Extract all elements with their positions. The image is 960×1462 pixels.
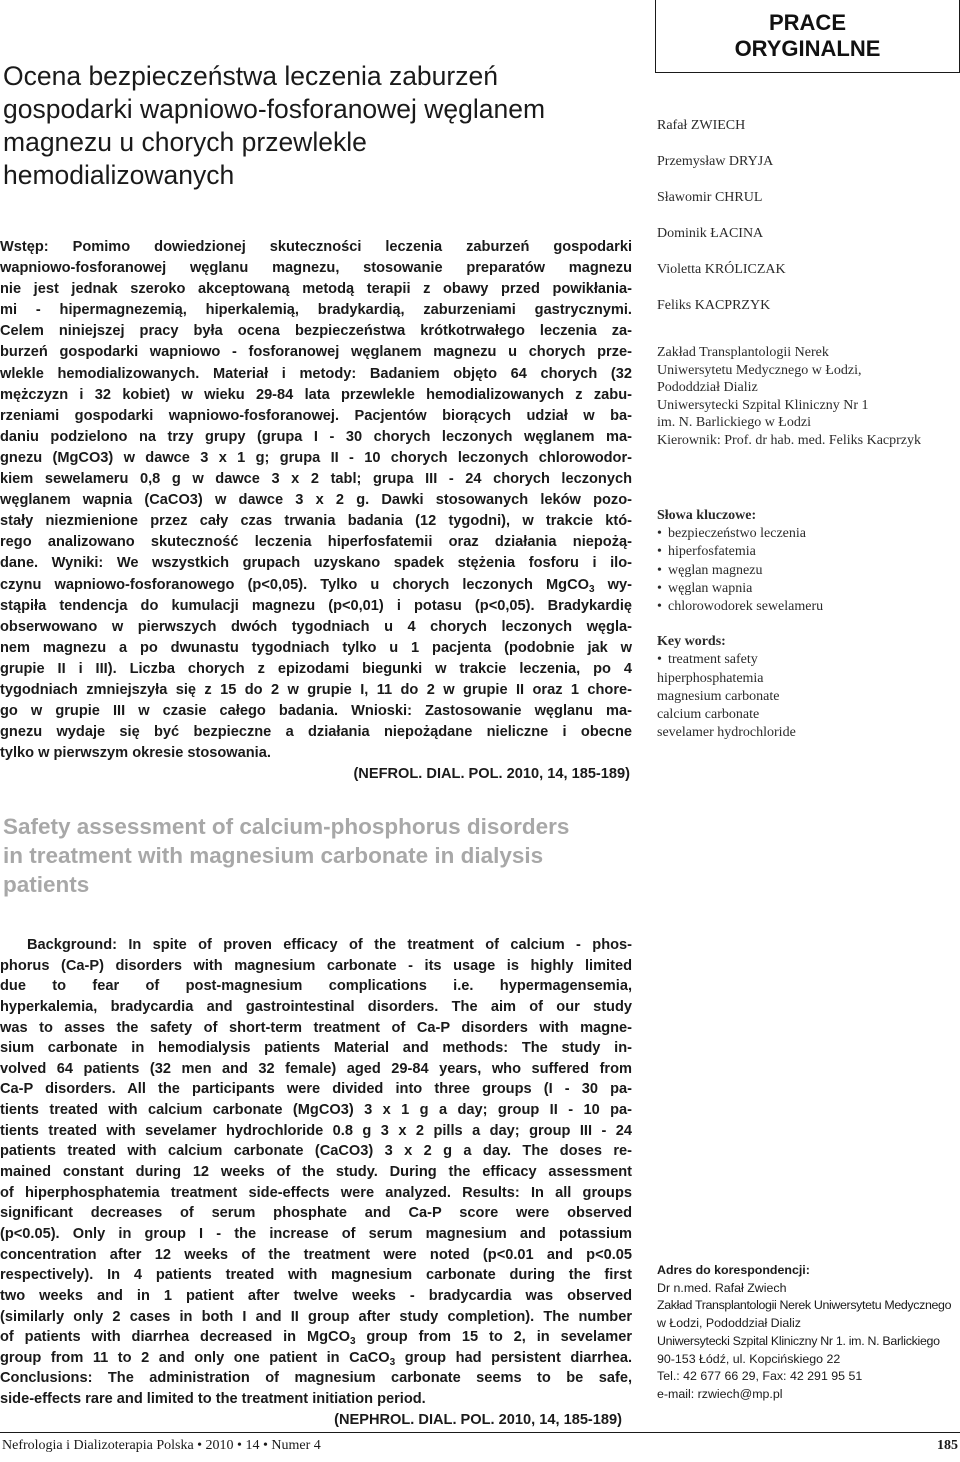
title-line: Ocena bezpieczeństwa leczenia zaburzeń	[3, 61, 498, 91]
abstract-line: Celem niniejszej pracy była ocena bezpieczeństwa krótkotrwałego leczenia za-	[0, 323, 632, 340]
abstract-text: group from 15 to 2, in sevelamer	[355, 1329, 632, 1346]
keywords-pl-heading: Słowa kluczowe:	[657, 508, 757, 523]
abstract-line: daniu podzielono na trzy grupy (grupa I - 30 chorych leczonych węglanem ma-	[0, 428, 632, 445]
keyword-item: • węglan magnezu	[657, 562, 957, 580]
subscript: 3	[349, 1336, 356, 1348]
title-line: magnezu u chorych przewlekle	[3, 127, 367, 157]
abstract-line: sium carbonate in hemodialysis patients Material and methods: The study in-	[0, 1040, 632, 1057]
abstract-text: group from 11 to 2 and only one patient in CaCO	[0, 1349, 390, 1366]
spacer	[657, 616, 957, 633]
keyword-item: • węglan wapnia	[657, 580, 957, 598]
article-title-pl	[3, 60, 643, 192]
article-title-en	[3, 812, 643, 899]
abstract-line: tygodniach zmniejszyła się z 15 do 2 w grupie I, 11 do 2 w grupie II oraz 1 chore-	[0, 681, 632, 698]
abstract-text: wy-	[594, 576, 632, 593]
keyword-item: • hiperfosfatemia	[657, 543, 957, 561]
abstract-line: significant decreases of serum phosphate and Ca-P score were observed	[0, 1205, 632, 1222]
abstract-line: concentration after 12 weeks of the treatment were noted (p<0.01 and p<0.05	[0, 1246, 632, 1263]
title-line: hemodializowanych	[3, 160, 235, 190]
affiliation-line: Uniwersytetu Medycznego w Łodzi,	[657, 362, 862, 378]
section-label-line: ORYGINALNE	[734, 36, 881, 61]
abstract-line: rzeniami gospodarki wapniowo-fosforanowej. Pacjentów biorących udział w ba-	[0, 407, 632, 424]
abstract-line: respectively). In 4 patients treated with magnesium carbonate during the first	[0, 1267, 632, 1284]
abstract-text: czynu wapniowo-fosforanowego (p<0,05). Tylko u chorych leczonych MgCO	[0, 576, 589, 593]
abstract-line: rego analizowano skuteczność leczenia hiperfosfatemii oraz działania niepożą-	[0, 534, 632, 551]
abstract-line: (similarly only 2 cases in both I and II group after study completion). The number	[0, 1308, 632, 1325]
author-name: Rafał ZWIECH	[657, 118, 746, 133]
keyword-item: • bezpieczeństwo leczenia	[657, 525, 957, 543]
abstract-en	[0, 935, 632, 1430]
title-line: in treatment with magnesium carbonate in dialysis	[3, 843, 544, 868]
title-line: gospodarki wapniowo-fosforanowej węglanem	[3, 94, 546, 124]
keywords-en-heading: Key words:	[657, 634, 726, 650]
abstract-line: stąpiła tendencja do kumulacji magnezu (p<0,01) i potasu (p<0,05). Bradykardię	[0, 597, 632, 614]
abstract-line: tients treated with sevelamer hydrochloride 0.8 g 3 x 2 pills a day; group III - 24	[0, 1122, 632, 1139]
abstract-line: tients treated with calcium carbonate (MgCO3) 3 x 1 g a day; group II - 10 pa-	[0, 1102, 632, 1119]
correspondence-line: Zakład Transplantologii Nerek Uniwersytetu Medycznego	[657, 1298, 952, 1313]
author-list	[657, 108, 957, 324]
abstract-line: stały niezmienione przez cały czas trwania badania (12 tygodni), w trakcie któ-	[0, 513, 632, 530]
author-name: Feliks KACPRZYK	[657, 298, 771, 313]
abstract-line: go w grupie III w czasie całego badania. Wnioski: Zastosowanie węglanu ma-	[0, 703, 632, 720]
correspondence-line: Tel.: 42 677 66 29, Fax: 42 291 95 51	[657, 1369, 863, 1384]
keyword-item: sevelamer hydrochloride	[657, 725, 796, 741]
abstract-line: Conclusions: The administration of magnesium carbonate seems to be safe,	[0, 1370, 632, 1387]
keyword-item: calcium carbonate	[657, 707, 760, 723]
abstract-line: due to fear of post-magnesium complications i.e. hypermagensemia,	[0, 978, 632, 995]
abstract-line: side-effects rare and limited to the treatment initiation period.	[0, 1391, 426, 1408]
section-label-line: PRACE	[768, 10, 846, 35]
abstract-line: phorus (Ca-P) disorders with magnesium carbonate - its usage is highly limited	[0, 957, 632, 974]
abstract-line: tylko w pierwszym okresie stosowania.	[0, 745, 271, 762]
page-number: 185	[937, 1438, 958, 1453]
abstract-line	[0, 575, 632, 596]
affiliation-line: Uniwersytecki Szpital Kliniczny Nr 1	[657, 397, 869, 413]
abstract-line: patients treated with calcium carbonate (CaCO3) 3 x 2 g a day. The doses re-	[0, 1143, 632, 1160]
abstract-line: dane. Wyniki: We wszystkich grupach uzyskano spadek stężenia fosforu i ilo-	[0, 555, 632, 572]
abstract-line	[0, 1327, 632, 1348]
keyword-item: hiperphosphatemia	[657, 670, 764, 686]
correspondence-line: Dr n.med. Rafał Zwiech	[657, 1280, 787, 1295]
abstract-text: of patients with diarrhea decreased in MgCO	[0, 1329, 350, 1346]
abstract-line: nem magnezu a po dwunastu tygodniach tylko u 1 pacjenta (podobnie jak w	[0, 639, 632, 656]
citation-pl: (NEFROL. DIAL. POL. 2010, 14, 185-189)	[353, 766, 630, 783]
citation-en: (NEPHROL. DIAL. POL. 2010, 14, 185-189)	[334, 1411, 622, 1428]
keywords-block	[657, 507, 957, 742]
abstract-line: mężczyzn i 32 kobiet) w wieku 29-84 lata przewlekle hemodializowanych z zabu-	[0, 386, 632, 403]
abstract-line: obserwowano w pierwszych dwóch tygodniach u 4 chorych leczonych węgla-	[0, 618, 632, 635]
abstract-line: hyperkalemia, bradycardia and gastrointestinal disorders. The aim of our study	[0, 998, 632, 1015]
keywords-en-list	[657, 651, 957, 742]
abstract-line: grupie II i III). Liczba chorych z epizodami biegunki w trakcie leczenia, po 4	[0, 660, 632, 677]
abstract-text: group had persistent diarrhea.	[395, 1349, 632, 1366]
abstract-line: Wstęp: Pomimo dowiedzionej skuteczności leczenia zaburzeń gospodarki	[0, 239, 632, 255]
abstract-line: mained constant during 12 weeks of the study. During the efficacy assessment	[0, 1164, 632, 1181]
affiliation-line: Kierownik: Prof. dr hab. med. Feliks Kacprzyk	[657, 432, 921, 448]
subscript: 3	[588, 583, 595, 595]
abstract-line: burzeń gospodarki wapniowo - fosforanowej węglanem magnezu u chorych prze-	[0, 344, 632, 361]
author-name: Przemysław DRYJA	[657, 154, 774, 169]
keyword-item: magnesium carbonate	[657, 688, 780, 704]
abstract-line: was to asses the safety of short-term treatment of Ca-P disorders with magne-	[0, 1019, 632, 1036]
correspondence-line: 90-153 Łódź, ul. Kopcińskiego 22	[657, 1351, 841, 1366]
abstract-line: wapniowo-fosforanowej węglanu magnezu, stosowanie preparatów magnezu	[0, 260, 632, 277]
correspondence-heading: Adres do korespondencji:	[657, 1263, 810, 1277]
correspondence	[657, 1262, 960, 1404]
abstract-line: nie jest jednak szeroko akceptowaną metodą terapii z obawy przed powikłania-	[0, 281, 632, 298]
correspondence-line: w Łodzi, Pododdział Dializ	[657, 1316, 801, 1331]
author-name: Dominik ŁACINA	[657, 226, 764, 241]
abstract-line: (p<0.05). Only in group I - the increase of serum magnesium and potassium	[0, 1225, 632, 1242]
abstract-line: gnezu wydaje się być bezpieczne a działania niepożądane nieliczne i obecne	[0, 724, 632, 741]
abstract-line: volved 64 patients (32 men and 32 female) aged 29-84 years, who suffered from	[0, 1060, 632, 1077]
journal-footer: Nefrologia i Dializoterapia Polska • 2010 • 14 • Numer 4	[2, 1438, 321, 1453]
affiliation	[657, 344, 957, 450]
footer-divider	[0, 1432, 960, 1433]
keywords-pl-list	[657, 525, 957, 616]
abstract-line: Ca-P disorders. All the participants were divided into three groups (I - 30 pa-	[0, 1081, 632, 1098]
abstract-line: węglanem wapnia (CaCO3) w dawce 3 x 2 g. Dawki stosowanych leków pozo-	[0, 492, 632, 509]
title-line: Safety assessment of calcium-phosphorus disorders	[3, 814, 570, 839]
abstract-line: Background: In spite of proven efficacy of the treatment of calcium - phos-	[27, 937, 632, 953]
subscript: 3	[389, 1356, 396, 1368]
abstract-line: kiem sewelameru 0,8 g w dawce 3 x 2 tabl; grupa III - 24 chorych leczonych	[0, 471, 632, 488]
author-name: Sławomir CHRUL	[657, 190, 763, 205]
abstract-line: wlekle hemodializowanych. Materiał i metody: Badaniem objęto 64 chorych (32	[0, 365, 632, 382]
abstract-pl	[0, 237, 632, 785]
affiliation-line: im. N. Barlickiego w Łodzi	[657, 415, 811, 431]
abstract-line: mi - hipermagnezemią, hiperkalemią, bradykardią, zaburzeniami gastrycznymi.	[0, 302, 632, 319]
abstract-line: two weeks and in 1 patient after twelve weeks - bradycardia was observed	[0, 1287, 632, 1304]
title-line: patients	[3, 872, 90, 897]
abstract-line: gnezu (MgCO3) w dawce 3 x 1 g; grupa II - 10 chorych leczonych chlorowodor-	[0, 449, 632, 466]
correspondence-email[interactable]: e-mail: rzwiech@mp.pl	[657, 1386, 783, 1401]
correspondence-line: Uniwersytecki Szpital Kliniczny Nr 1. im. N. Barlickiego	[657, 1333, 940, 1348]
keyword-item: • chlorowodorek sewelameru	[657, 598, 957, 616]
affiliation-line: Zakład Transplantologii Nerek	[657, 345, 829, 360]
abstract-line: of hiperphosphatemia treatment side-effects were analyzed. Results: In all groups	[0, 1184, 632, 1201]
abstract-line	[0, 1348, 632, 1369]
keyword-item: • treatment safety	[657, 651, 957, 669]
author-name: Violetta KRÓLICZAK	[657, 262, 786, 277]
affiliation-line: Pododdział Dializ	[657, 380, 758, 396]
section-label-box	[655, 0, 960, 73]
